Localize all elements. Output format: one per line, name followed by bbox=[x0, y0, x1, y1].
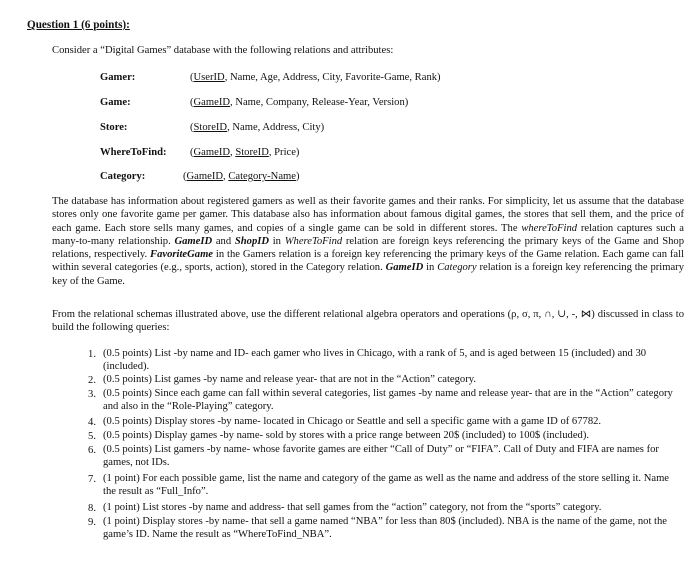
relation-key: GameID bbox=[193, 97, 231, 108]
relation-rest: , Price) bbox=[268, 147, 300, 158]
query-number: 9. bbox=[88, 517, 96, 528]
paragraph-text: relation is a foreign key referencing the primary key of the Game. bbox=[52, 262, 685, 287]
relation-key: GameID bbox=[186, 171, 224, 182]
relation-key: StoreID bbox=[193, 122, 228, 133]
relation-rest: , Name, Age, Address, City, Favorite-Game, Rank) bbox=[224, 72, 441, 83]
query-text: (1 point) Display stores -by name- that sell a game named “NBA” for less than 80$ (included). NBA is the name of the game, not the game’s ID. Name the result as “WhereToFind_NBA”. bbox=[103, 516, 667, 540]
intro-text: Consider a “Digital Games” database with the following relations and attributes: bbox=[52, 45, 394, 56]
query-text: (0.5 points) List games -by name and release year- that are not in the “Action” category. bbox=[103, 374, 476, 385]
query-number: 7. bbox=[88, 474, 96, 485]
query-text: (0.5 points) Display games -by name- sold by stores with a price range between 20$ (included) to 100$ (included). bbox=[103, 430, 590, 441]
paragraph-text: in bbox=[269, 235, 285, 247]
query-text: (0.5 points) List gamers -by name- whose favorite games are either “Call of Duty” or “FIFA”. Call of Duty and FIFA are names for games, not IDs. bbox=[103, 444, 659, 468]
relation-attrs: (GameID, Name, Company, Release-Year, Version) bbox=[190, 97, 409, 108]
paragraph-text: relation captures such a many-to-many relationship. bbox=[52, 222, 684, 247]
emphasized-term: ShopID bbox=[234, 235, 270, 247]
query-number: 1. bbox=[88, 349, 96, 360]
query-number: 2. bbox=[88, 375, 96, 386]
paragraph-text: The database has information about registered gamers as well as their favorite games and their ranks. For simplicity, let us assume that the database stores only one favorite game per gamer. This database also has information about famous digital games, the stores that sell them, and the price of each game. Each store sells many games, and copies of a single game can be sold in different stores. The bbox=[52, 196, 684, 234]
query-text: (1 point) For each possible game, list the name and category of the game as well as the name and address of the store selling it. Name the result as “Full_Info”. bbox=[103, 473, 670, 497]
relation-name: Store: bbox=[100, 122, 128, 133]
paragraph-text: in bbox=[423, 262, 438, 274]
relation-attrs: (GameID, StoreID, Price) bbox=[190, 147, 300, 158]
relation-attrs: (UserID, Name, Age, Address, City, Favorite-Game, Rank) bbox=[190, 72, 441, 83]
relation-name: WhereToFind: bbox=[100, 147, 167, 158]
emphasized-term: Category bbox=[437, 262, 477, 274]
query-number: 8. bbox=[88, 503, 96, 514]
question-title: Question 1 (6 points): bbox=[27, 19, 130, 31]
relation-attrs: (GameID, Category-Name) bbox=[183, 171, 300, 182]
query-number: 5. bbox=[88, 431, 96, 442]
relation-key: Category-Name bbox=[228, 171, 296, 182]
relation-name: Category: bbox=[100, 171, 146, 182]
paragraph-text: relation are foreign keys referencing the primary keys of the Game and Shop relations, respectively. bbox=[52, 235, 685, 261]
relation-key: UserID bbox=[193, 72, 225, 83]
query-text: (1 point) List stores -by name and address- that sell games from the “action” category, not from the “sports” category. bbox=[103, 502, 602, 513]
relation-rest: , Name, Address, City) bbox=[227, 122, 325, 133]
query-text: (0.5 points) Since each game can fall within several categories, list games -by name and release year- that are in the “Action” category and also in the “Role-Playing” category. bbox=[103, 388, 673, 412]
emphasized-term: WhereToFind bbox=[284, 235, 343, 247]
paragraph-text: and bbox=[212, 235, 235, 247]
relation-name: Game: bbox=[100, 97, 131, 108]
relation-rest: , Name, Company, Release-Year, Version) bbox=[230, 97, 409, 108]
relation-name: Gamer: bbox=[100, 72, 136, 83]
relation-attrs: (StoreID, Name, Address, City) bbox=[190, 122, 325, 133]
query-number: 6. bbox=[88, 445, 96, 456]
emphasized-term: GameID bbox=[385, 262, 424, 274]
query-number: 3. bbox=[88, 389, 96, 400]
instructions-paragraph: From the relational schemas illustrated above, use the different relational algebra operators and operations (ρ, σ, π, ∩, ∪, -, ⋈) discussed in class to build the following queries: bbox=[52, 309, 684, 334]
emphasized-term: whereToFind bbox=[521, 222, 578, 234]
description-paragraph bbox=[52, 195, 684, 288]
query-text: (0.5 points) Display stores -by name- located in Chicago or Seattle and sell a specific game with a game ID of 67782. bbox=[103, 416, 602, 427]
query-number: 4. bbox=[88, 417, 96, 428]
query-text: (0.5 points) List -by name and ID- each gamer who lives in Chicago, with a rank of 5, and is aged between 15 (included) and 30 (included). bbox=[103, 348, 647, 372]
paragraph-text: in the Gamers relation is a foreign key referencing the primary keys of the Game relation. Each game can fall within several categories (e.g., sports, action), stored in the Category relation. bbox=[52, 249, 684, 274]
relation-key: StoreID bbox=[235, 147, 269, 158]
emphasized-term: FavoriteGame bbox=[150, 249, 214, 261]
relation-rest: ) bbox=[295, 171, 300, 182]
emphasized-term: GameID bbox=[174, 235, 213, 247]
relation-key: GameID bbox=[193, 147, 231, 158]
